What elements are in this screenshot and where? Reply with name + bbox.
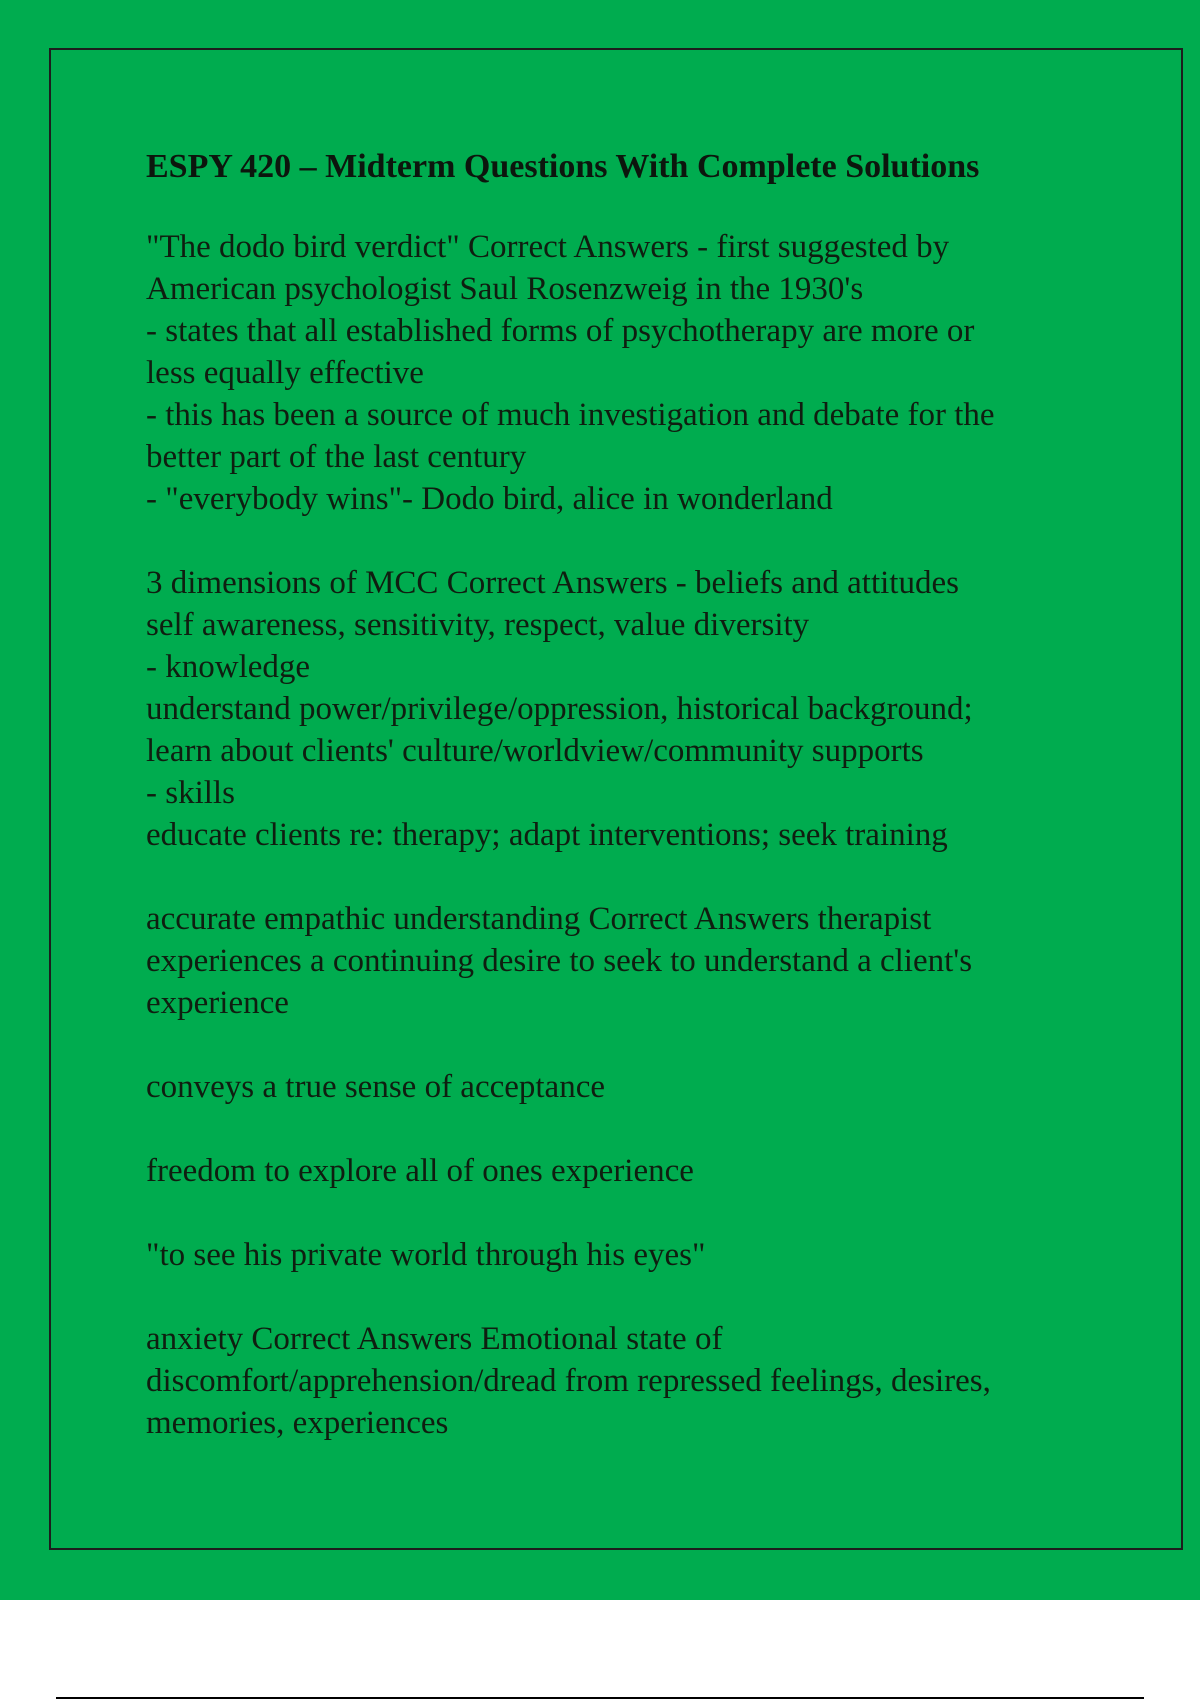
text-line: "The dodo bird verdict" Correct Answers - first suggested by [146,229,950,265]
text-line: experience [146,985,289,1021]
text-line: accurate empathic understanding Correct Answers therapist [146,901,932,937]
text-line: 3 dimensions of MCC Correct Answers - beliefs and attitudes [146,565,959,601]
text-line: - knowledge [146,649,311,685]
text-line: freedom to explore all of ones experience [146,1153,694,1189]
text-line: less equally effective [146,355,424,391]
text-line: educate clients re: therapy; adapt interventions; seek training [146,817,948,853]
text-line: - "everybody wins"- Dodo bird, alice in wonderland [146,481,833,517]
text-line: - skills [146,775,235,811]
text-line: experiences a continuing desire to seek to understand a client's [146,943,973,979]
text-block-acceptance [146,1066,1106,1108]
text-line: understand power/privilege/oppression, historical background; [146,691,973,727]
document-title: ESPY 420 – Midterm Questions With Complete Solutions [146,148,980,185]
text-line: self awareness, sensitivity, respect, value diversity [146,607,810,643]
text-line: learn about clients' culture/worldview/community supports [146,733,924,769]
text-block-freedom [146,1150,1106,1192]
text-line: memories, experiences [146,1405,449,1441]
text-line: anxiety Correct Answers Emotional state of [146,1321,723,1357]
text-line: American psychologist Saul Rosenzweig in the 1930's [146,271,864,307]
qa-block-mcc-dimensions [146,562,1106,856]
qa-block-anxiety [146,1318,1106,1444]
qa-block-empathic-understanding [146,898,1106,1024]
footer-divider-line [56,1697,1144,1699]
text-line: - this has been a source of much investigation and debate for the [146,397,995,433]
qa-block-dodo-bird-verdict [146,226,1106,520]
text-line: conveys a true sense of acceptance [146,1069,606,1105]
text-line: "to see his private world through his eyes" [146,1237,706,1273]
document-body [146,146,1106,1486]
text-line: better part of the last century [146,439,527,475]
text-line: - states that all established forms of psychotherapy are more or [146,313,975,349]
text-block-private-world [146,1234,1106,1276]
text-line: discomfort/apprehension/dread from repressed feelings, desires, [146,1363,991,1399]
